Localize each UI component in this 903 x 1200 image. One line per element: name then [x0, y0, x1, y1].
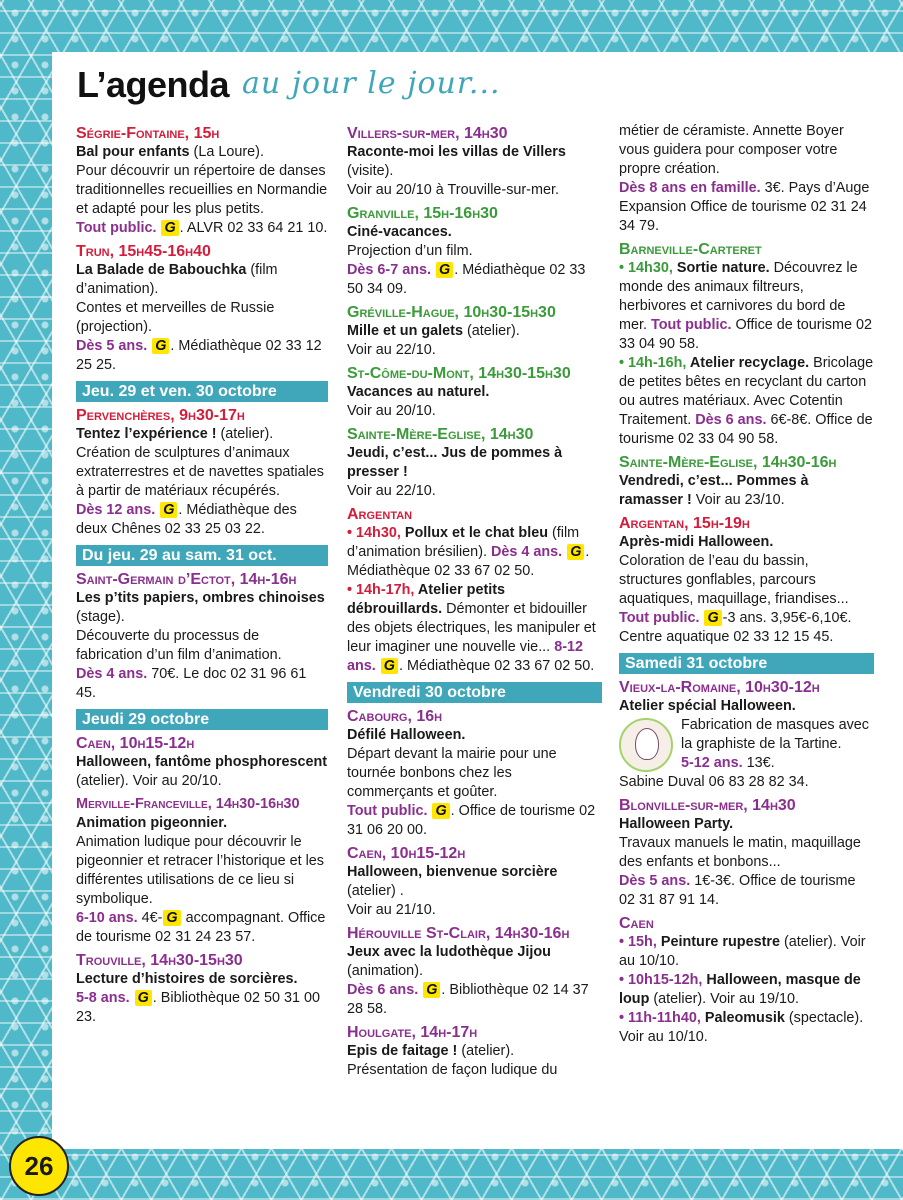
free-badge: G: [436, 262, 453, 278]
event-description: Découvrez le monde des animaux filtreurs, herbivores et carnivores du bord de mer.: [619, 260, 858, 333]
event-description: (atelier). Voir au 19/10.: [649, 991, 799, 1007]
event-type: (atelier).: [216, 426, 274, 442]
audience: Dès 4 ans.: [76, 666, 148, 682]
event-type: (animation).: [347, 963, 423, 979]
event-entry: [347, 707, 602, 840]
free-badge: G: [152, 338, 169, 354]
event-description: Travaux manuels le matin, maquillage des enfants et bonbons...: [619, 835, 861, 870]
event-info: 3€. Pays d’Auge Expansion Office de tourisme 02 31 24 34 79.: [619, 180, 870, 234]
event-description: Démonter et bidouiller des objets électriques, les manipuler et leur imaginer une nouvelle vie...: [347, 601, 596, 655]
event-entry: [619, 122, 874, 236]
date-band: Vendredi 30 octobre: [347, 682, 602, 703]
event-info: . Médiathèque 02 33 50 34 09.: [347, 262, 586, 297]
event-type: (stage).: [76, 609, 125, 625]
event-info: . Médiathèque 02 33 67 02 50.: [347, 544, 590, 579]
event-entry: [76, 795, 328, 947]
free-badge: G: [381, 658, 398, 674]
event-name: Paleomusik: [700, 1010, 785, 1026]
event-name: Vacances au naturel.: [347, 384, 490, 400]
event-time: • 14h30,: [619, 260, 673, 276]
event-info: 4€-: [137, 910, 163, 926]
free-badge: G: [423, 982, 440, 998]
page-number: 26: [9, 1136, 69, 1196]
column-1: [76, 122, 328, 1031]
event-contact: Sabine Duval 06 83 28 82 34.: [619, 774, 809, 790]
event-description: Contes et merveilles de Russie (projection).: [76, 300, 275, 335]
event-name: Animation pigeonnier.: [76, 815, 228, 831]
date-band: Samedi 31 octobre: [619, 653, 874, 674]
audience: 5-8 ans.: [76, 990, 130, 1006]
event-location: Sainte-Mère-Eglise, 14h30: [347, 426, 534, 443]
event-name: Atelier recyclage.: [686, 355, 810, 371]
event-description: Départ devant la mairie pour une tournée bonbons chez les commerçants et goûter.: [347, 746, 557, 800]
audience: Dès 5 ans.: [619, 873, 691, 889]
event-entry: [76, 951, 328, 1027]
event-name: Atelier petits débrouillards.: [347, 582, 506, 617]
free-badge: G: [161, 220, 178, 236]
audience: Dès 5 ans.: [76, 338, 148, 354]
free-badge: G: [704, 610, 721, 626]
event-location: Sainte-Mère-Eglise, 14h30-16h: [619, 454, 837, 471]
event-info: . Bibliothèque 02 14 37 28 58.: [347, 982, 589, 1017]
audience: Tout public.: [76, 220, 157, 236]
event-name: Lecture d’histoires de sorcières.: [76, 971, 298, 987]
event-description: Voir au 22/10.: [347, 342, 436, 358]
date-band: Jeu. 29 et ven. 30 octobre: [76, 381, 328, 402]
event-entry: [619, 453, 874, 510]
event-type: (atelier) .: [347, 883, 404, 899]
event-name: Peinture rupestre: [656, 934, 781, 950]
event-location: Saint-Germain d’Ectot, 14h-16h: [76, 571, 297, 588]
event-entry: [76, 242, 328, 375]
event-name: Jeux avec la ludothèque Jijou: [347, 944, 551, 960]
column-3: [619, 122, 874, 1051]
event-type: (visite).: [347, 163, 394, 179]
event-name: Atelier spécial Halloween.: [619, 698, 796, 714]
event-name: Défilé Halloween.: [347, 727, 466, 743]
event-location: St-Côme-du-Mont, 14h30-15h30: [347, 365, 571, 382]
event-entry: [347, 1023, 602, 1080]
event-entry: [347, 124, 602, 200]
event-description: Voir au 23/10.: [691, 492, 785, 508]
event-info: . ALVR 02 33 64 21 10.: [179, 220, 328, 236]
event-location: Barneville-Carteret: [619, 241, 762, 258]
event-location: Hérouville St-Clair, 14h30-16h: [347, 925, 570, 942]
audience: Dès 4 ans.: [490, 544, 563, 560]
free-badge: G: [432, 803, 449, 819]
event-time: • 14h-16h,: [619, 355, 687, 371]
event-location: Granville, 15h-16h30: [347, 205, 498, 222]
event-type: (film d’animation brésilien).: [347, 525, 580, 560]
event-info: . Médiathèque des deux Chênes 02 33 25 03 22.: [76, 502, 297, 537]
event-description: Présentation de façon ludique du: [347, 1062, 558, 1078]
event-location: Argentan: [347, 506, 413, 523]
audience: Tout public.: [347, 803, 428, 819]
audience: 6-10 ans.: [76, 910, 138, 926]
event-description: Fabrication de masques avec la graphiste de la Tartine.: [681, 717, 869, 752]
event-location: Trun, 15h45-16h40: [76, 243, 211, 260]
event-entry: [76, 124, 328, 238]
event-entry: [347, 204, 602, 299]
page-title: L’agenda: [77, 64, 230, 105]
audience: Dès 6 ans.: [347, 982, 419, 998]
column-2: [347, 122, 602, 1084]
event-info: accompagnant. Office de tourisme 02 31 24 23 57.: [76, 910, 326, 945]
event-description: Coloration de l’eau du bassin, structures gonflables, parcours aquatiques, maquillage, friandises...: [619, 553, 849, 607]
event-entry: [347, 303, 602, 360]
event-info: 70€. Le doc 02 31 96 61 45.: [76, 666, 307, 701]
event-name: Pollux et le chat bleu: [400, 525, 548, 541]
event-info: Office de tourisme 02 33 04 90 58.: [619, 317, 872, 352]
event-entry: [347, 844, 602, 920]
event-location: Caen, 10h15-12h: [76, 735, 195, 752]
event-entry: [619, 514, 874, 647]
event-description: Voir au 20/10.: [347, 403, 436, 419]
event-entry: [619, 796, 874, 910]
event-description: Découverte du processus de fabrication d’un film d’animation.: [76, 628, 282, 663]
event-type: (film d’animation).: [76, 262, 278, 297]
event-info: -3 ans. 3,95€-6,10€. Centre aquatique 02 33 12 15 45.: [619, 610, 852, 645]
audience: Tout public.: [619, 610, 700, 626]
event-name: Jeudi, c’est... Jus de pommes à presser !: [347, 445, 563, 480]
event-location: Merville-Franceville, 14h30-16h30: [76, 796, 300, 812]
free-badge: G: [567, 544, 584, 560]
event-name: Raconte-moi les villas de Villers: [347, 144, 566, 160]
audience: Tout public.: [651, 317, 732, 333]
event-name: Les p’tits papiers, ombres chinoises: [76, 590, 325, 606]
event-description: Projection d’un film.: [347, 243, 473, 259]
audience: Dès 8 ans en famille.: [619, 180, 761, 196]
event-location: Blonville-sur-mer, 14h30: [619, 797, 796, 814]
event-info: 13€.: [742, 755, 775, 771]
event-info: 6€-8€. Office de tourisme 02 33 04 90 58.: [619, 412, 873, 447]
event-info: . Office de tourisme 02 31 06 20 00.: [347, 803, 596, 838]
event-name: Tentez l’expérience !: [76, 426, 217, 442]
event-name: Mille et un galets: [347, 323, 463, 339]
date-band: Du jeu. 29 au sam. 31 oct.: [76, 545, 328, 566]
event-info: . Bibliothèque 02 50 31 00 23.: [76, 990, 321, 1025]
event-info: . Médiathèque 02 33 12 25 25.: [76, 338, 322, 373]
event-location: Vieux-la-Romaine, 10h30-12h: [619, 679, 820, 696]
audience: 8-12 ans.: [347, 639, 583, 674]
event-name: Halloween, bienvenue sorcière: [347, 864, 558, 880]
event-type: (atelier). Voir au 20/10.: [76, 773, 222, 789]
event-description: Voir au 22/10.: [347, 483, 436, 499]
event-description: Pour découvrir un répertoire de danses traditionnelles recueillies en Normandie et adapté pour les plus petits.: [76, 163, 328, 217]
event-time: • 11h-11h40,: [619, 1010, 701, 1026]
event-name: Halloween, fantôme phosphorescent: [76, 754, 328, 770]
event-description: Animation ludique pour découvrir le pigeonnier et retracer l’historique et les différentes utilisations de ce lieu si symbolique.: [76, 834, 324, 907]
event-entry: [347, 425, 602, 501]
event-description: métier de céramiste. Annette Boyer vous guidera pour composer votre propre création.: [619, 123, 844, 177]
event-name: Après-midi Halloween.: [619, 534, 774, 550]
audience: Dès 6 ans.: [695, 412, 767, 428]
event-type: (La Loure).: [189, 144, 264, 160]
event-description: Voir au 20/10 à Trouville-sur-mer.: [347, 182, 559, 198]
audience: Dès 6-7 ans.: [347, 262, 431, 278]
event-description: Voir au 21/10.: [347, 902, 436, 918]
event-location: Villers-sur-mer, 14h30: [347, 125, 508, 142]
event-name: Bal pour enfants: [76, 144, 190, 160]
event-name: La Balade de Babouchka: [76, 262, 247, 278]
event-entry: [347, 364, 602, 421]
event-name: Sortie nature.: [672, 260, 770, 276]
event-name: Vendredi, c’est... Pommes à ramasser !: [619, 473, 809, 508]
event-location: Ségrie-Fontaine, 15h: [76, 125, 220, 142]
event-description: Bricolage de petites bêtes en recyclant du carton ou autres matériaux. Avec Cotentin Traitement.: [619, 355, 874, 428]
free-badge: G: [135, 990, 152, 1006]
event-description: (atelier). Voir au 10/10.: [619, 934, 866, 969]
date-band: Jeudi 29 octobre: [76, 709, 328, 730]
event-description: Création de sculptures d’animaux extraterrestres et de navettes spatiales à partir de matériaux récupérés.: [76, 445, 324, 499]
event-name: Halloween, masque de loup: [619, 972, 861, 1007]
free-badge: G: [160, 502, 177, 518]
event-location: Houlgate, 14h-17h: [347, 1024, 478, 1041]
event-time: • 15h,: [619, 934, 657, 950]
event-name: Epis de faitage !: [347, 1043, 458, 1059]
event-location: Caen: [619, 915, 654, 932]
event-entry: [619, 914, 874, 1047]
event-time: • 14h-17h,: [347, 582, 415, 598]
event-time: • 14h30,: [347, 525, 401, 541]
page-subtitle: au jour le jour...: [242, 66, 501, 101]
event-entry: [619, 678, 874, 792]
event-name: Halloween Party.: [619, 816, 734, 832]
illustration-avatar: [619, 718, 673, 772]
event-location: Gréville-Hague, 10h30-15h30: [347, 304, 556, 321]
audience: 5-12 ans.: [681, 755, 743, 771]
free-badge: G: [163, 910, 180, 926]
event-type: (atelier).: [457, 1043, 515, 1059]
event-entry: [76, 570, 328, 703]
event-info: . Médiathèque 02 33 67 02 50.: [399, 658, 595, 674]
event-info: 1€-3€. Office de tourisme 02 31 87 91 14.: [619, 873, 856, 908]
event-location: Pervenchères, 9h30-17h: [76, 407, 245, 424]
event-name: Ciné-vacances.: [347, 224, 452, 240]
event-time: • 10h15-12h,: [619, 972, 703, 988]
event-entry: [619, 240, 874, 449]
event-location: Cabourg, 16h: [347, 708, 443, 725]
event-entry: [347, 505, 602, 676]
event-location: Argentan, 15h-19h: [619, 515, 750, 532]
event-entry: [347, 924, 602, 1019]
event-type: (atelier).: [462, 323, 520, 339]
event-entry: [76, 406, 328, 539]
event-location: Caen, 10h15-12h: [347, 845, 466, 862]
audience: Dès 12 ans.: [76, 502, 156, 518]
event-location: Trouville, 14h30-15h30: [76, 952, 243, 969]
event-entry: [76, 734, 328, 791]
event-description: (spectacle). Voir au 10/10.: [619, 1010, 864, 1045]
